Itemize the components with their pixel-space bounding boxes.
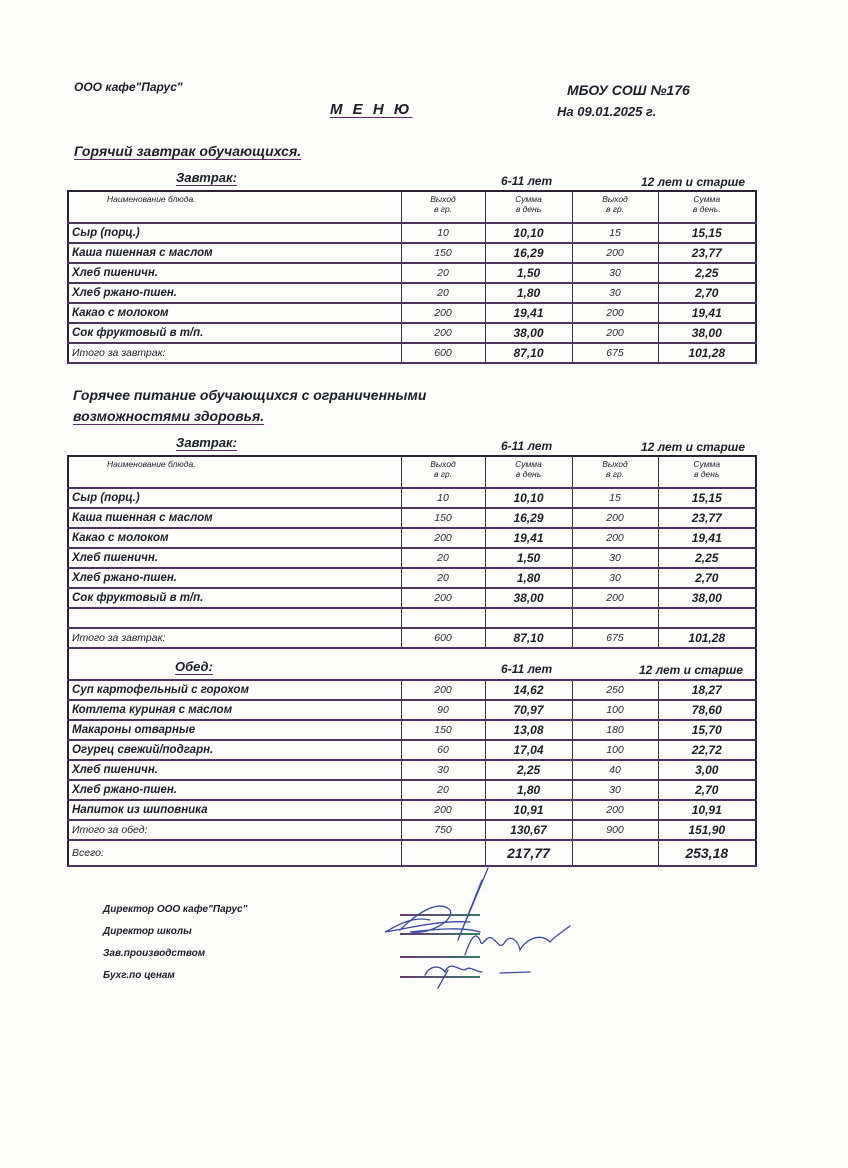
table-total-row — [68, 343, 756, 363]
section1-meal-label: Завтрак: — [176, 170, 237, 185]
weight-12plus: 40 — [572, 760, 658, 780]
table-row — [68, 488, 756, 508]
table-total-row — [68, 628, 756, 648]
weight-12plus: 250 — [572, 680, 658, 700]
total-g1: 600 — [401, 628, 485, 648]
price-6-11: 17,04 — [485, 740, 572, 760]
price-6-11: 38,00 — [485, 588, 572, 608]
school-name: МБОУ СОШ №176 — [567, 82, 690, 98]
price-12plus: 22,72 — [658, 740, 756, 760]
signature-role-accountant: Бухг.по ценам — [103, 970, 175, 981]
dish-name: Каша пшенная с маслом — [68, 243, 401, 263]
weight-6-11: 20 — [401, 548, 485, 568]
price-12plus: 2,25 — [658, 263, 756, 283]
table-row — [68, 528, 756, 548]
weight-6-11: 200 — [401, 680, 485, 700]
weight-12plus: 200 — [572, 243, 658, 263]
table-row — [68, 283, 756, 303]
ovz-table — [67, 455, 757, 867]
weight-12plus: 200 — [572, 588, 658, 608]
price-6-11: 1,80 — [485, 568, 572, 588]
price-6-11: 1,80 — [485, 283, 572, 303]
dish-name: Хлеб пшеничн. — [68, 263, 401, 283]
table-row — [68, 508, 756, 528]
dish-name: Каша пшенная с маслом — [68, 508, 401, 528]
weight-6-11: 90 — [401, 700, 485, 720]
weight-12plus: 100 — [572, 740, 658, 760]
weight-6-11: 200 — [401, 588, 485, 608]
col-out1-header: Выход в гр. — [401, 456, 485, 488]
price-12plus: 2,70 — [658, 283, 756, 303]
total-s1: 87,10 — [485, 343, 572, 363]
table-row — [68, 740, 756, 760]
lunch-total-label: Итого за обед: — [68, 820, 401, 840]
empty-row — [68, 608, 756, 628]
section2-age-group-2: 12 лет и старше — [641, 440, 746, 454]
menu-date: На 09.01.2025 г. — [557, 104, 657, 119]
price-12plus: 23,77 — [658, 243, 756, 263]
weight-6-11: 10 — [401, 223, 485, 243]
dish-name: Хлеб пшеничн. — [68, 760, 401, 780]
weight-12plus: 30 — [572, 780, 658, 800]
weight-12plus: 100 — [572, 700, 658, 720]
lunch-total-row — [68, 820, 756, 840]
weight-6-11: 20 — [401, 780, 485, 800]
lunch-total-g1: 750 — [401, 820, 485, 840]
lunch-total-s1: 130,67 — [485, 820, 572, 840]
section1-age-group-1: 6-11 лет — [501, 174, 553, 188]
section2-title-line1: Горячее питание обучающихся с ограниченными — [73, 387, 427, 403]
breakfast-table-1 — [67, 190, 757, 364]
total-label: Итого за завтрак: — [68, 628, 401, 648]
price-12plus: 78,60 — [658, 700, 756, 720]
col-out2-header: Выход в гр. — [572, 191, 658, 223]
organization-name: ООО кафе"Парус" — [74, 80, 183, 94]
total-g1: 600 — [401, 343, 485, 363]
weight-12plus: 200 — [572, 323, 658, 343]
table-row — [68, 568, 756, 588]
dish-name: Суп картофельный с горохом — [68, 680, 401, 700]
weight-12plus: 200 — [572, 800, 658, 820]
dish-name: Сыр (порц.) — [68, 223, 401, 243]
table-row — [68, 548, 756, 568]
weight-12plus: 200 — [572, 508, 658, 528]
section1-title: Горячий завтрак обучающихся. — [74, 143, 302, 159]
weight-12plus: 200 — [572, 303, 658, 323]
dish-name: Хлеб пшеничн. — [68, 548, 401, 568]
price-6-11: 19,41 — [485, 528, 572, 548]
table-row — [68, 263, 756, 283]
lunch-header-row — [68, 648, 756, 680]
weight-12plus: 15 — [572, 488, 658, 508]
section1-age-group-2: 12 лет и старше — [641, 175, 746, 189]
dish-name: Котлета куриная с маслом — [68, 700, 401, 720]
price-6-11: 70,97 — [485, 700, 572, 720]
weight-12plus: 30 — [572, 568, 658, 588]
weight-12plus: 15 — [572, 223, 658, 243]
weight-12plus: 180 — [572, 720, 658, 740]
weight-6-11: 30 — [401, 760, 485, 780]
dish-name: Хлеб ржано-пшен. — [68, 780, 401, 800]
dish-name: Какао с молоком — [68, 528, 401, 548]
dish-name: Напиток из шиповника — [68, 800, 401, 820]
col-sum2-header: Сумма в день. — [658, 191, 756, 223]
dish-name: Хлеб ржано-пшен. — [68, 283, 401, 303]
col-sum1-header: Сумма в день — [485, 191, 572, 223]
weight-12plus: 30 — [572, 283, 658, 303]
table-row — [68, 800, 756, 820]
price-12plus: 2,70 — [658, 568, 756, 588]
weight-6-11: 10 — [401, 488, 485, 508]
price-12plus: 19,41 — [658, 528, 756, 548]
total-s2: 101,28 — [658, 343, 756, 363]
dish-name: Сок фруктовый в т/п. — [68, 323, 401, 343]
total-s2: 101,28 — [658, 628, 756, 648]
weight-12plus: 30 — [572, 263, 658, 283]
col-sum2-header: Сумма в день — [658, 456, 756, 488]
weight-6-11: 200 — [401, 528, 485, 548]
signature-role-cafe-director: Директор ООО кафе"Парус" — [103, 904, 248, 915]
price-6-11: 16,29 — [485, 508, 572, 528]
price-12plus: 15,15 — [658, 488, 756, 508]
price-6-11: 10,10 — [485, 488, 572, 508]
col-name-header: Наименование блюда. — [68, 456, 401, 488]
signature-role-school-director: Директор школы — [103, 926, 192, 937]
price-12plus: 2,25 — [658, 548, 756, 568]
total-g2: 675 — [572, 343, 658, 363]
weight-6-11: 20 — [401, 568, 485, 588]
total-g2: 675 — [572, 628, 658, 648]
table-row — [68, 680, 756, 700]
total-s1: 87,10 — [485, 628, 572, 648]
price-6-11: 1,50 — [485, 263, 572, 283]
weight-6-11: 200 — [401, 800, 485, 820]
dish-name: Сыр (порц.) — [68, 488, 401, 508]
price-6-11: 1,80 — [485, 780, 572, 800]
dish-name: Хлеб ржано-пшен. — [68, 568, 401, 588]
dish-name: Огурец свежий/подгарн. — [68, 740, 401, 760]
table-row — [68, 303, 756, 323]
weight-12plus: 30 — [572, 548, 658, 568]
grand-total-s1: 217,77 — [485, 840, 572, 866]
table-row — [68, 223, 756, 243]
signature-stroke — [465, 926, 570, 955]
signature-stroke — [400, 906, 480, 932]
price-6-11: 10,10 — [485, 223, 572, 243]
price-6-11: 10,91 — [485, 800, 572, 820]
section2-title-line2: возможностями здоровья. — [73, 408, 265, 424]
weight-6-11: 20 — [401, 263, 485, 283]
price-12plus: 38,00 — [658, 588, 756, 608]
price-12plus: 3,00 — [658, 760, 756, 780]
weight-6-11: 200 — [401, 323, 485, 343]
price-12plus: 2,70 — [658, 780, 756, 800]
grand-total-s2: 253,18 — [658, 840, 756, 866]
table-row — [68, 588, 756, 608]
weight-6-11: 150 — [401, 720, 485, 740]
lunch-total-g2: 900 — [572, 820, 658, 840]
table-row — [68, 700, 756, 720]
weight-12plus: 200 — [572, 528, 658, 548]
price-12plus: 38,00 — [658, 323, 756, 343]
table-row — [68, 760, 756, 780]
dish-name: Макароны отварные — [68, 720, 401, 740]
table-row — [68, 720, 756, 740]
signature-role-production-head: Зав.производством — [103, 948, 206, 959]
price-6-11: 16,29 — [485, 243, 572, 263]
weight-6-11: 150 — [401, 508, 485, 528]
section2-age-group-1: 6-11 лет — [501, 439, 553, 453]
lunch-age-group-2: 12 лет и старше — [639, 663, 744, 677]
price-12plus: 15,15 — [658, 223, 756, 243]
section2-breakfast-label: Завтрак: — [176, 435, 237, 450]
handwritten-signatures — [370, 860, 590, 990]
signature-stroke — [425, 966, 530, 988]
weight-6-11: 150 — [401, 243, 485, 263]
weight-6-11: 60 — [401, 740, 485, 760]
lunch-label: Обед: — [175, 659, 213, 674]
price-6-11: 38,00 — [485, 323, 572, 343]
table-row — [68, 243, 756, 263]
col-sum1-header: Сумма в день — [485, 456, 572, 488]
price-12plus: 10,91 — [658, 800, 756, 820]
price-12plus: 19,41 — [658, 303, 756, 323]
grand-total-label: Всего: — [68, 840, 401, 866]
price-12plus: 15,70 — [658, 720, 756, 740]
lunch-age-group-1: 6-11 лет — [501, 662, 553, 676]
dish-name: Сок фруктовый в т/п. — [68, 588, 401, 608]
table-row — [68, 323, 756, 343]
price-6-11: 14,62 — [485, 680, 572, 700]
price-6-11: 19,41 — [485, 303, 572, 323]
dish-name: Какао с молоком — [68, 303, 401, 323]
price-6-11: 13,08 — [485, 720, 572, 740]
table-row — [68, 780, 756, 800]
signature-block — [103, 899, 247, 987]
total-label: Итого за завтрак: — [68, 343, 401, 363]
col-out2-header: Выход в гр. — [572, 456, 658, 488]
col-out1-header: Выход в гр. — [401, 191, 485, 223]
price-12plus: 18,27 — [658, 680, 756, 700]
page-title: М Е Н Ю — [330, 101, 413, 118]
table-header-row — [68, 191, 756, 223]
price-6-11: 1,50 — [485, 548, 572, 568]
weight-6-11: 20 — [401, 283, 485, 303]
price-12plus: 23,77 — [658, 508, 756, 528]
price-6-11: 2,25 — [485, 760, 572, 780]
weight-6-11: 200 — [401, 303, 485, 323]
col-name-header: Наименование блюда. — [68, 191, 401, 223]
table-header-row — [68, 456, 756, 488]
lunch-total-s2: 151,90 — [658, 820, 756, 840]
